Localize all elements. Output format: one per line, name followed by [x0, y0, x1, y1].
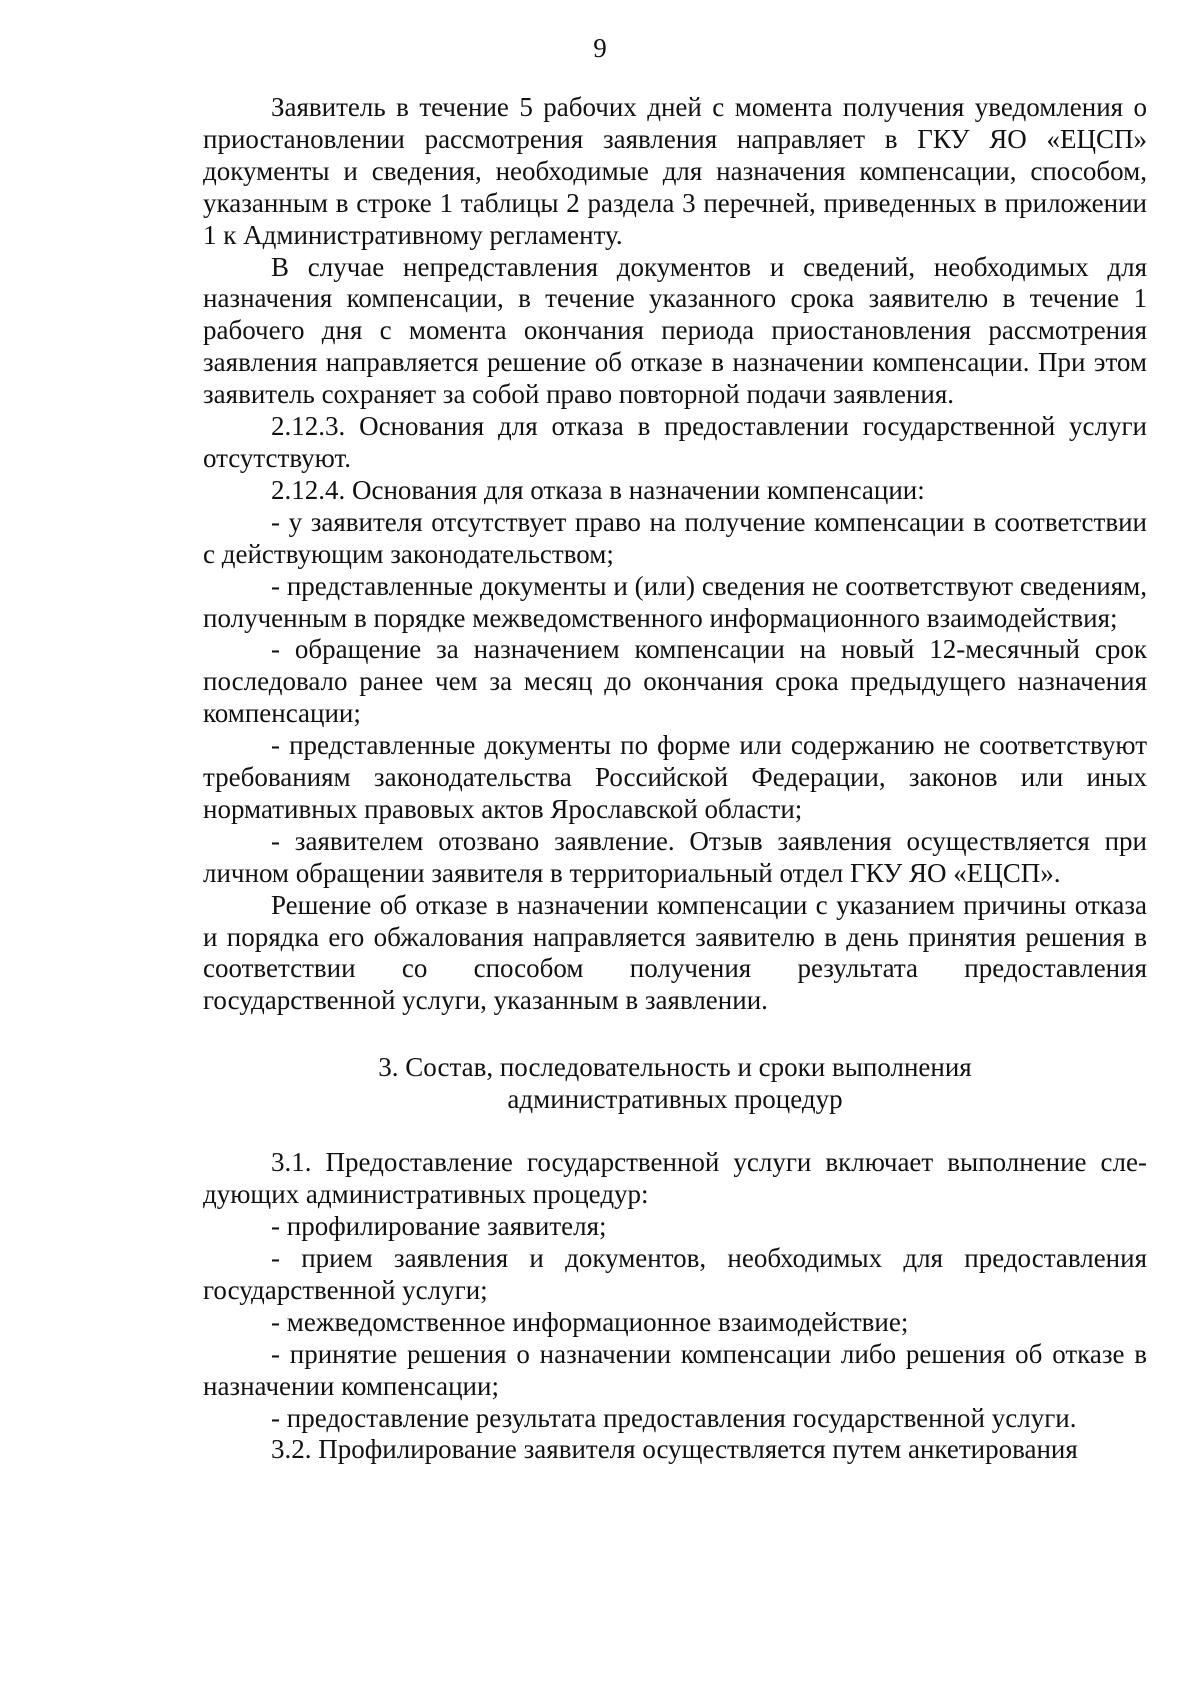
- list-item-reception: - прием заявления и документов, необходимых для предоставления государственной услуги;: [203, 1243, 1147, 1305]
- document-body: [203, 92, 1147, 1466]
- paragraph-3-2: 3.2. Профилирование заявителя осуществляется путем анкетирования: [271, 1434, 1078, 1465]
- section-heading: [203, 1051, 1147, 1115]
- paragraph-2-12-3: 2.12.3. Основания для отказа в предоставлении государственной услуги отсутствуют.: [203, 411, 1147, 473]
- section-heading-line-2: административных процедур: [507, 1084, 843, 1115]
- paragraph-suspension-notice: Заявитель в течение 5 рабочих дней с момента получения уведомления о приостановлении рассмотрения заявления направляет в ГКУ ЯО «ЕЦСП» документы и сведения, необходимые для назначения компенсации, способом, указанным в строке 1 таблицы 2 раздела 3 перечней, приведенных в приложении 1 к Административному регламенту.: [203, 92, 1147, 250]
- list-item-mismatch: - представленные документы и (или) сведения не соответствуют сведениям, полученным в порядке межведомственного информационного взаимодействия;: [203, 570, 1147, 633]
- list-item-no-right: - у заявителя отсутствует право на получение компенсации в соответствии с действующим законодательством;: [203, 506, 1147, 569]
- paragraph-2-12-4: 2.12.4. Основания для отказа в назначении компенсации:: [271, 474, 925, 505]
- page-number: 9: [593, 33, 607, 63]
- section-heading-line-1: 3. Состав, последовательность и сроки выполнения: [378, 1052, 972, 1083]
- list-item-interagency: - межведомственное информационное взаимодействие;: [271, 1306, 909, 1337]
- list-item-withdrawn: - заявителем отозвано заявление. Отзыв заявления осуществляется при личном обращении заявителя в территориальный отдел ГКУ ЯО «ЕЦСП».: [203, 825, 1147, 888]
- paragraph-refusal-decision: Решение об отказе в назначении компенсации с указанием причины отказа и порядка его обжалования направляется заявителю в день принятия решения в соответствии со способом получения результата предоставления государственной услуги, указанным в заявлении.: [203, 889, 1147, 1016]
- list-item-profiling: - профилирование заявителя;: [271, 1211, 607, 1242]
- list-item-early-request: - обращение за назначением компенсации на новый 12-месячный срок последовало ранее чем за месяц до окончания срока предыдущего назначения компенсации;: [203, 634, 1147, 729]
- paragraph-non-submission: В случае непредставления документов и сведений, необходимых для назначения компенсации, в течение указанного срока заявителю в течение 1 рабочего дня с момента окончания периода приостановления рассмотрения заявления направляется решение об отказе в назначении компенсации. При этом заявитель сохраняет за собой право повторной подачи заявления.: [203, 251, 1147, 410]
- list-item-non-compliant-docs: - представленные документы по форме или содержанию не соответствуют требованиям законодательства Российской Федерации, законов или иных нормативных правовых актов Ярославской области;: [203, 730, 1147, 824]
- list-item-result: - предоставление результата предоставления государственной услуги.: [271, 1402, 1077, 1433]
- list-item-decision: - принятие решения о назначении компенсации либо решения об отказе в назначении компенсации;: [203, 1338, 1147, 1401]
- paragraph-3-1: 3.1. Предоставление государственной услуги включает выполнение следующих административных процедур:: [203, 1147, 1147, 1210]
